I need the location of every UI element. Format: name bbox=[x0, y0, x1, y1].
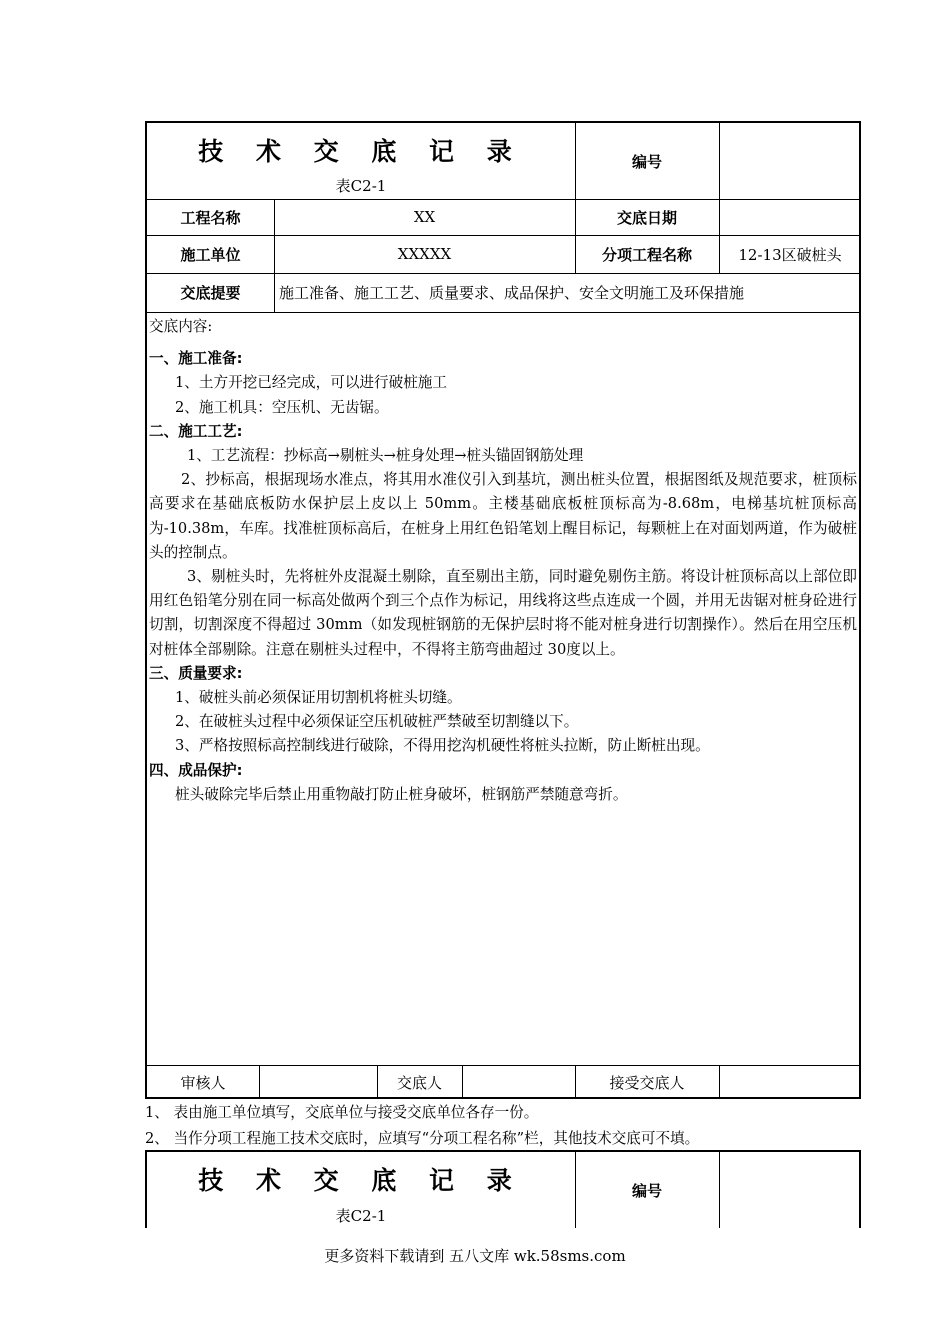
subproject-name-field[interactable]: 12-13区破桩头 bbox=[738, 245, 842, 264]
receiver-field[interactable] bbox=[719, 1065, 861, 1099]
content-paragraph: 3、剔桩头时，先将桩外皮混凝土剔除，直至剔出主筋，同时避免剔伤主筋。将设计桩顶标高以上部位即用红色铅笔分别在同一标高处做两个到三个点作为标记，用线将这些点连成一个圆，并用无齿锯对桩身砼进行切割，切割深度不得超过 30mm（如发现桩钢筋的无保护层时将不能对桩身进行切割操作）。然后在用空压机对桩体全部剔除。注意在剔桩头过程中，不得将主筋弯曲超过 30度以上。 bbox=[149, 568, 857, 658]
content-line: 1、土方开挖已经完成，可以进行破桩施工 bbox=[175, 374, 447, 392]
content-line: 2、在破桩头过程中必须保证空压机破桩严禁破至切割缝以下。 bbox=[175, 713, 579, 731]
content-line: 桩头破除完毕后禁止用重物敲打防止桩身破坏，桩钢筋严禁随意弯折。 bbox=[175, 785, 628, 803]
tech-disclosure-form bbox=[145, 121, 861, 1099]
content-paragraph: 2、抄标高，根据现场水准点，将其用水准仪引入到基坑，测出桩头位置，根据图纸及规范要求，桩顶标高要求在基础底板防水保护层上皮以上 50mm。主楼基础底板桩顶标高为-8.68m，电梯基坑桩顶标高为-10.38m，车库。找准桩顶标高后，在桩身上用红色铅笔划上醒目标记，每颗桩上在对面划两道，作为破桩头的控制点。 bbox=[149, 471, 857, 561]
form-code: 表C2-1 bbox=[335, 176, 387, 195]
disclosure-date-label: 交底日期 bbox=[616, 208, 677, 227]
content-line: 3、严格按照标高控制线进行破除，不得用挖沟机硬性将桩头拉断，防止断桩出现。 bbox=[175, 737, 710, 755]
construction-unit-label: 施工单位 bbox=[180, 245, 241, 264]
number-field[interactable] bbox=[719, 1152, 861, 1228]
disclosure-content bbox=[149, 315, 857, 807]
form-note: 1、 表由施工单位填写，交底单位与接受交底单位各存一份。 bbox=[145, 1104, 539, 1121]
content-label: 交底内容: bbox=[149, 318, 213, 335]
content-line: 2、施工机具：空压机、无齿锯。 bbox=[175, 398, 389, 416]
form-code: 表C2-1 bbox=[335, 1206, 387, 1225]
number-label: 编号 bbox=[631, 1181, 662, 1200]
tech-disclosure-form-2 bbox=[145, 1150, 861, 1228]
section-heading: 三、质量要求: bbox=[149, 664, 243, 682]
section-heading: 一、施工准备: bbox=[149, 350, 243, 368]
project-name-label: 工程名称 bbox=[180, 208, 241, 227]
section-heading: 二、施工工艺: bbox=[149, 422, 243, 440]
content-line: 1、工艺流程：抄标高→剔桩头→桩身处理→桩头锚固钢筋处理 bbox=[187, 447, 584, 465]
summary-field[interactable]: 施工准备、施工工艺、质量要求、成品保护、安全文明施工及环保措施 bbox=[279, 284, 745, 302]
construction-unit-field[interactable]: XXXXX bbox=[397, 245, 452, 263]
form-title: 技 术 交 底 记 录 bbox=[198, 1166, 524, 1195]
number-field[interactable] bbox=[719, 123, 861, 199]
footer-text: 更多资料下载请到 五八文库 wk.58sms.com bbox=[324, 1247, 626, 1265]
receiver-label: 接受交底人 bbox=[609, 1073, 685, 1092]
row-divider bbox=[147, 312, 859, 313]
subproject-name-label: 分项工程名称 bbox=[601, 245, 692, 264]
reviewer-field[interactable] bbox=[259, 1065, 377, 1099]
summary-label: 交底提要 bbox=[180, 284, 241, 302]
form-note: 2、 当作分项工程施工技术交底时，应填写“分项工程名称”栏，其他技术交底可不填。 bbox=[145, 1130, 700, 1147]
form-title: 技 术 交 底 记 录 bbox=[198, 137, 524, 166]
project-name-field[interactable]: XX bbox=[413, 208, 436, 226]
reviewer-label: 审核人 bbox=[180, 1073, 226, 1092]
presenter-field[interactable] bbox=[462, 1065, 575, 1099]
presenter-label: 交底人 bbox=[396, 1073, 442, 1092]
number-label: 编号 bbox=[631, 152, 662, 171]
content-line: 1、破桩头前必须保证用切割机将桩头切缝。 bbox=[175, 689, 462, 707]
section-heading: 四、成品保护: bbox=[149, 761, 243, 779]
disclosure-date-field[interactable] bbox=[719, 199, 861, 235]
